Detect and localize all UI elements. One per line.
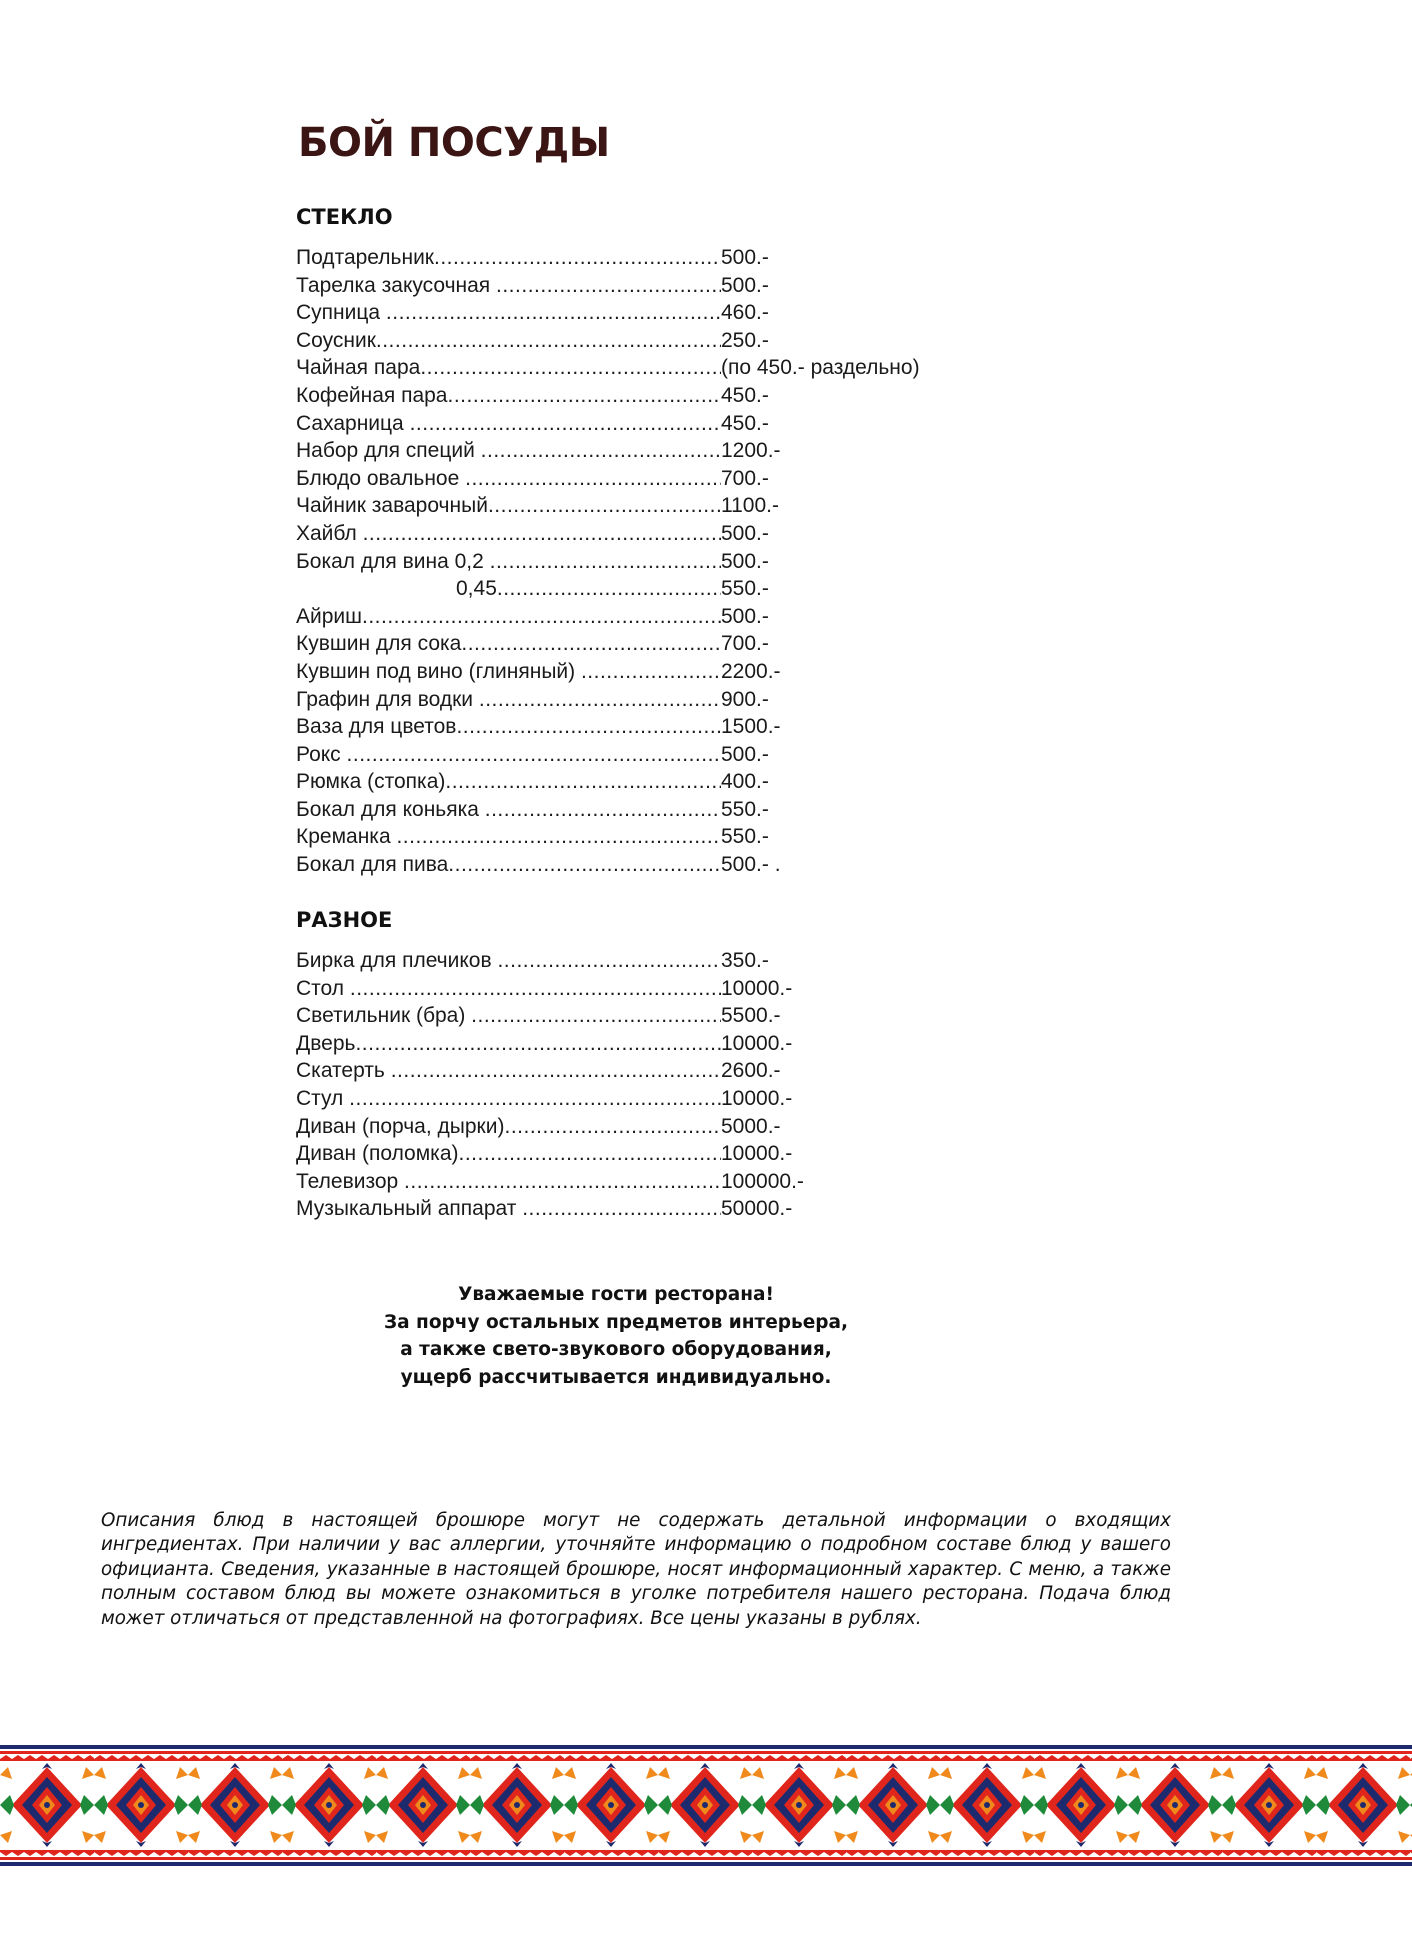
price-row — [296, 823, 920, 851]
item-name: Чайная пара ..... — [296, 354, 721, 382]
price-row — [296, 603, 920, 631]
item-name: Блюдо овальное ..... — [296, 465, 721, 493]
item-price: 100000.- — [721, 1169, 804, 1193]
price-row — [296, 1085, 804, 1113]
item-price: 700.- — [721, 632, 769, 656]
misc-price-list — [296, 947, 804, 1223]
item-name: Супница ..... — [296, 299, 721, 327]
item-name: Диван (порча, дырки) ..... — [296, 1113, 721, 1141]
item-name: Кувшин для сока ..... — [296, 630, 721, 658]
notice-line: а также свето-звукового оборудования, — [400, 1339, 832, 1361]
item-name: Чайник заварочный ..... — [296, 492, 721, 520]
price-row — [296, 1195, 804, 1223]
item-name: Диван (поломка) ..... — [296, 1140, 721, 1168]
item-price: 5500.- — [721, 1004, 781, 1028]
item-price: 400.- — [721, 770, 769, 794]
price-row — [296, 1030, 804, 1058]
item-name: Ваза для цветов ..... — [296, 713, 721, 741]
notice-line: ущерб рассчитывается индивидуально. — [400, 1366, 832, 1388]
item-price: 700.- — [721, 466, 769, 490]
item-name: Креманка ..... — [296, 823, 721, 851]
item-name: Бокал для коньяка ..... — [296, 796, 721, 824]
item-price: 900.- — [721, 687, 769, 711]
item-price: 10000.- — [721, 1086, 793, 1110]
item-name: Скатерть ..... — [296, 1057, 721, 1085]
item-price: 550.- — [721, 825, 769, 849]
item-name: Подтарельник ..... — [296, 244, 721, 272]
item-price: 450.- — [721, 411, 769, 435]
price-row — [296, 327, 920, 355]
item-name: Соусник ..... — [296, 327, 721, 355]
page-title: БОЙ ПОСУДЫ — [298, 120, 610, 166]
price-row — [296, 630, 920, 658]
price-row — [296, 492, 920, 520]
item-price: 1500.- — [721, 715, 781, 739]
item-price: 500.- — [721, 742, 769, 766]
price-row — [296, 575, 920, 603]
price-row — [296, 713, 920, 741]
item-price: 460.- — [721, 301, 769, 325]
item-price: 500.- — [721, 549, 769, 573]
item-name: Графин для водки ..... — [296, 686, 721, 714]
item-name: Бокал для пива ..... — [296, 851, 721, 879]
item-price: 1200.- — [721, 439, 781, 463]
item-price: 500.- — [721, 604, 769, 628]
price-row — [296, 975, 804, 1003]
item-name: Дверь ..... — [296, 1030, 721, 1058]
price-row — [296, 299, 920, 327]
price-row — [296, 437, 920, 465]
disclaimer-text: Описания блюд в настоящей брошюре могут не содержать детальной информации о входящих ингредиентах. При наличии у вас аллергии, уточняйте информацию о подробном составе блюд у вашего официанта. Сведения, указанные в настоящей брошюре, носят информационный характер. С меню, а также полным составом блюд вы можете ознакомиться в уголке потребителя нашего ресторана. Подача блюд может отличаться от представленной на фотографиях. Все цены указаны в рублях. — [101, 1510, 1171, 1629]
item-name: Стул ..... — [296, 1085, 721, 1113]
item-name: Тарелка закусочная ..... — [296, 272, 721, 300]
price-row — [296, 1113, 804, 1141]
folk-ornament-border — [0, 1745, 1412, 1866]
item-price: 550.- — [721, 577, 769, 601]
item-price: 1100.- — [721, 494, 779, 518]
item-price: 10000.- — [721, 976, 793, 1000]
notice-block — [296, 1281, 936, 1391]
item-price: 10000.- — [721, 1031, 793, 1055]
item-name: Кофейная пара ..... — [296, 382, 721, 410]
item-name: Кувшин под вино (глиняный) ..... — [296, 658, 721, 686]
item-price: 350.- — [721, 949, 769, 972]
item-price: 50000.- — [721, 1197, 793, 1221]
section-heading-misc: РАЗНОЕ — [296, 908, 393, 932]
price-row — [296, 686, 920, 714]
price-row — [296, 410, 920, 438]
item-name: Набор для специй ..... — [296, 437, 721, 465]
item-name: Рокс ..... — [296, 741, 721, 769]
item-name: Хайбл ..... — [296, 520, 721, 548]
price-row — [296, 548, 920, 576]
item-price: 5000.- — [721, 1114, 781, 1138]
price-row — [296, 244, 920, 272]
price-row — [296, 1168, 804, 1196]
item-price: 10000.- — [721, 1142, 793, 1166]
item-price: 500.- . — [721, 853, 781, 877]
notice-line: Уважаемые гости ресторана! — [458, 1284, 774, 1305]
item-price: 500.- — [721, 273, 769, 297]
item-name: Музыкальный аппарат ..... — [296, 1195, 721, 1223]
item-price: 250.- — [721, 328, 769, 352]
price-row — [296, 382, 920, 410]
item-name: Стол ..... — [296, 975, 721, 1003]
price-row — [296, 1002, 804, 1030]
price-row — [296, 658, 920, 686]
price-row — [296, 520, 920, 548]
item-name: Сахарница ..... — [296, 410, 721, 438]
item-name: Телевизор ..... — [296, 1168, 721, 1196]
item-price: 500.- — [721, 521, 769, 545]
item-name: Светильник (бра) ..... — [296, 1002, 721, 1030]
price-row — [296, 465, 920, 493]
item-name: Бирка для плечиков ..... — [296, 947, 721, 975]
price-row — [296, 768, 920, 796]
notice-line: За порчу остальных предметов интерьера, — [383, 1311, 849, 1333]
price-row — [296, 796, 920, 824]
item-price: (по 450.- раздельно) — [721, 356, 920, 380]
item-name: Айриш ..... — [296, 603, 721, 631]
price-row — [296, 1140, 804, 1168]
price-row — [296, 947, 804, 975]
item-name: 0,45 ..... — [296, 575, 721, 603]
price-row — [296, 354, 920, 382]
item-name: Рюмка (стопка) ..... — [296, 768, 721, 796]
price-row — [296, 1057, 804, 1085]
glass-price-list — [296, 244, 920, 879]
price-row — [296, 851, 920, 879]
item-price: 2200.- — [721, 659, 781, 683]
item-price: 450.- — [721, 383, 769, 407]
item-price: 2600.- — [721, 1059, 781, 1083]
item-price: 500.- — [721, 246, 769, 269]
section-heading-glass: СТЕКЛО — [296, 205, 393, 229]
price-row — [296, 741, 920, 769]
item-price: 550.- — [721, 797, 769, 821]
price-row — [296, 272, 920, 300]
item-name: Бокал для вина 0,2 ..... — [296, 548, 721, 576]
